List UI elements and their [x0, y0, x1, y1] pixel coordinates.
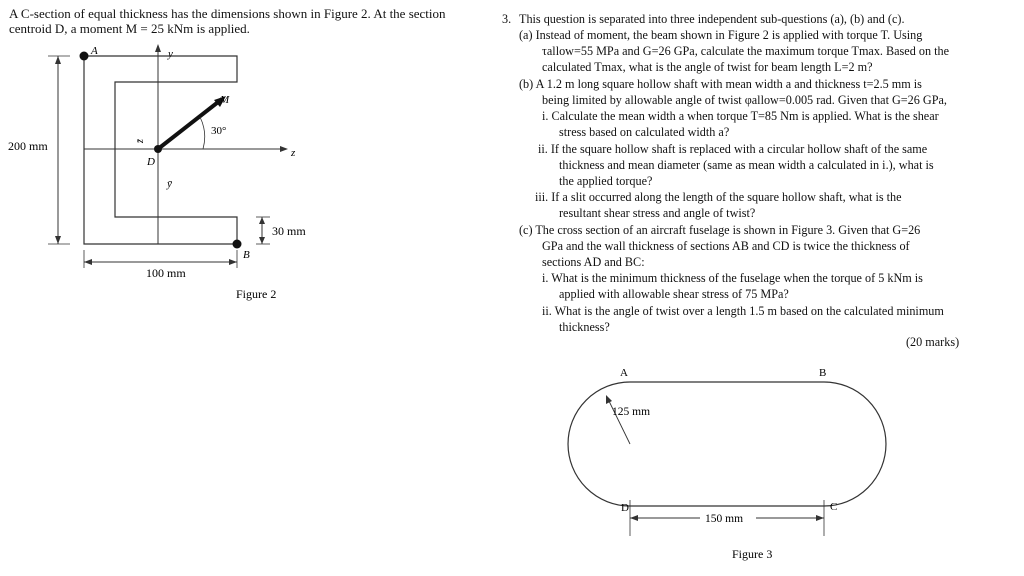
fig3-point-d: D — [621, 502, 629, 514]
length-arrow-left — [630, 515, 638, 521]
point-b-label: B — [243, 249, 250, 261]
fig3-point-b: B — [819, 367, 827, 379]
moment-label: M — [220, 94, 230, 106]
axis-z-label: z — [291, 147, 296, 159]
q-line-5: being limited by allowable angle of twist φallow=0.005 rad. Given that G=26 GPa, — [542, 93, 947, 107]
fig3-point-a: A — [620, 367, 628, 379]
q-line-8: ii. If the square hollow shaft is replaced with a circular hollow shaft of the same — [538, 142, 928, 156]
q-line-18: ii. What is the angle of twist over a length 1.5 m based on the calculated minimum — [542, 304, 944, 318]
width-dim-arrow-left — [84, 259, 92, 265]
intro-line-2: centroid D, a moment M = 25 kNm is applied. — [9, 21, 250, 36]
q-line-13: (c) The cross section of an aircraft fuselage is shown in Figure 3. Given that G=26 — [519, 223, 921, 237]
q-line-15: sections AD and BC: — [542, 255, 645, 269]
ybar-label: ȳ — [167, 178, 172, 190]
figure-3-caption: Figure 3 — [732, 547, 773, 561]
point-a-label: A — [91, 45, 98, 57]
centroid-point — [154, 145, 162, 153]
zbar-label: z̄ — [135, 139, 146, 143]
q-line-14: GPa and the wall thickness of sections AB and CD is twice the thickness of — [542, 239, 910, 253]
question-intro: This question is separated into three independent sub-questions (a), (b) and (c). — [519, 12, 905, 26]
fuselage-outline — [568, 382, 886, 506]
fig3-length-label: 150 mm — [705, 513, 744, 525]
point-a-dot — [80, 52, 89, 61]
figure-3 — [560, 360, 890, 570]
q-line-10: the applied torque? — [559, 174, 653, 188]
height-dim-arrow-bottom — [55, 236, 61, 244]
point-b-dot — [233, 240, 242, 249]
lip-dim-arrow-top — [259, 217, 265, 224]
question-block — [502, 11, 972, 351]
q-line-11: iii. If a slit occurred along the length of the square hollow shaft, what is the — [535, 190, 902, 204]
q-line-3: calculated Tmax, what is the angle of twist for beam length L=2 m? — [542, 60, 873, 74]
q-line-17: applied with allowable shear stress of 75 MPa? — [559, 287, 789, 301]
angle-label: 30° — [211, 125, 227, 137]
lip-label: 30 mm — [272, 224, 306, 238]
q-line-16: i. What is the minimum thickness of the fuselage when the torque of 5 kNm is — [542, 271, 923, 285]
y-axis-arrow — [155, 44, 161, 52]
intro-line-1: A C-section of equal thickness has the dimensions shown in Figure 2. At the section — [9, 6, 446, 21]
radius-arrow — [606, 395, 612, 404]
q-line-9: thickness and mean diameter (same as mean width a calculated in i.), what is — [559, 158, 934, 172]
point-d-label: D — [147, 156, 155, 168]
q-line-19: thickness? — [559, 320, 610, 334]
height-dim-arrow-top — [55, 56, 61, 64]
width-dim-arrow-right — [229, 259, 237, 265]
figure-2-caption: Figure 2 — [236, 287, 277, 301]
fig3-point-c: C — [830, 501, 838, 513]
marks-label: (20 marks) — [906, 335, 960, 349]
fig3-radius-label: 125 mm — [612, 406, 651, 418]
lip-dim-arrow-bottom — [259, 237, 265, 244]
q-line-12: resultant shear stress and angle of twist? — [559, 206, 756, 220]
q-line-6: i. Calculate the mean width a when torque T=85 Nm is applied. What is the shear — [542, 109, 939, 123]
length-arrow-right — [816, 515, 824, 521]
width-label: 100 mm — [146, 266, 186, 280]
q-line-1: (a) Instead of moment, the beam shown in Figure 2 is applied with torque T. Using — [519, 28, 923, 42]
q-line-2: τallow=55 MPa and G=26 GPa, calculate the maximum torque Tmax. Based on the — [542, 44, 949, 58]
question-number: 3. — [502, 12, 512, 26]
z-axis-arrow — [280, 146, 288, 152]
q-line-7: stress based on calculated width a? — [559, 125, 730, 139]
height-label: 200 mm — [8, 139, 48, 153]
figure-2 — [0, 0, 500, 320]
q-line-4: (b) A 1.2 m long square hollow shaft with mean width a and thickness t=2.5 mm is — [519, 77, 922, 91]
angle-arc — [200, 117, 205, 149]
axis-y-label: y — [168, 48, 173, 60]
moment-vector — [158, 99, 222, 149]
